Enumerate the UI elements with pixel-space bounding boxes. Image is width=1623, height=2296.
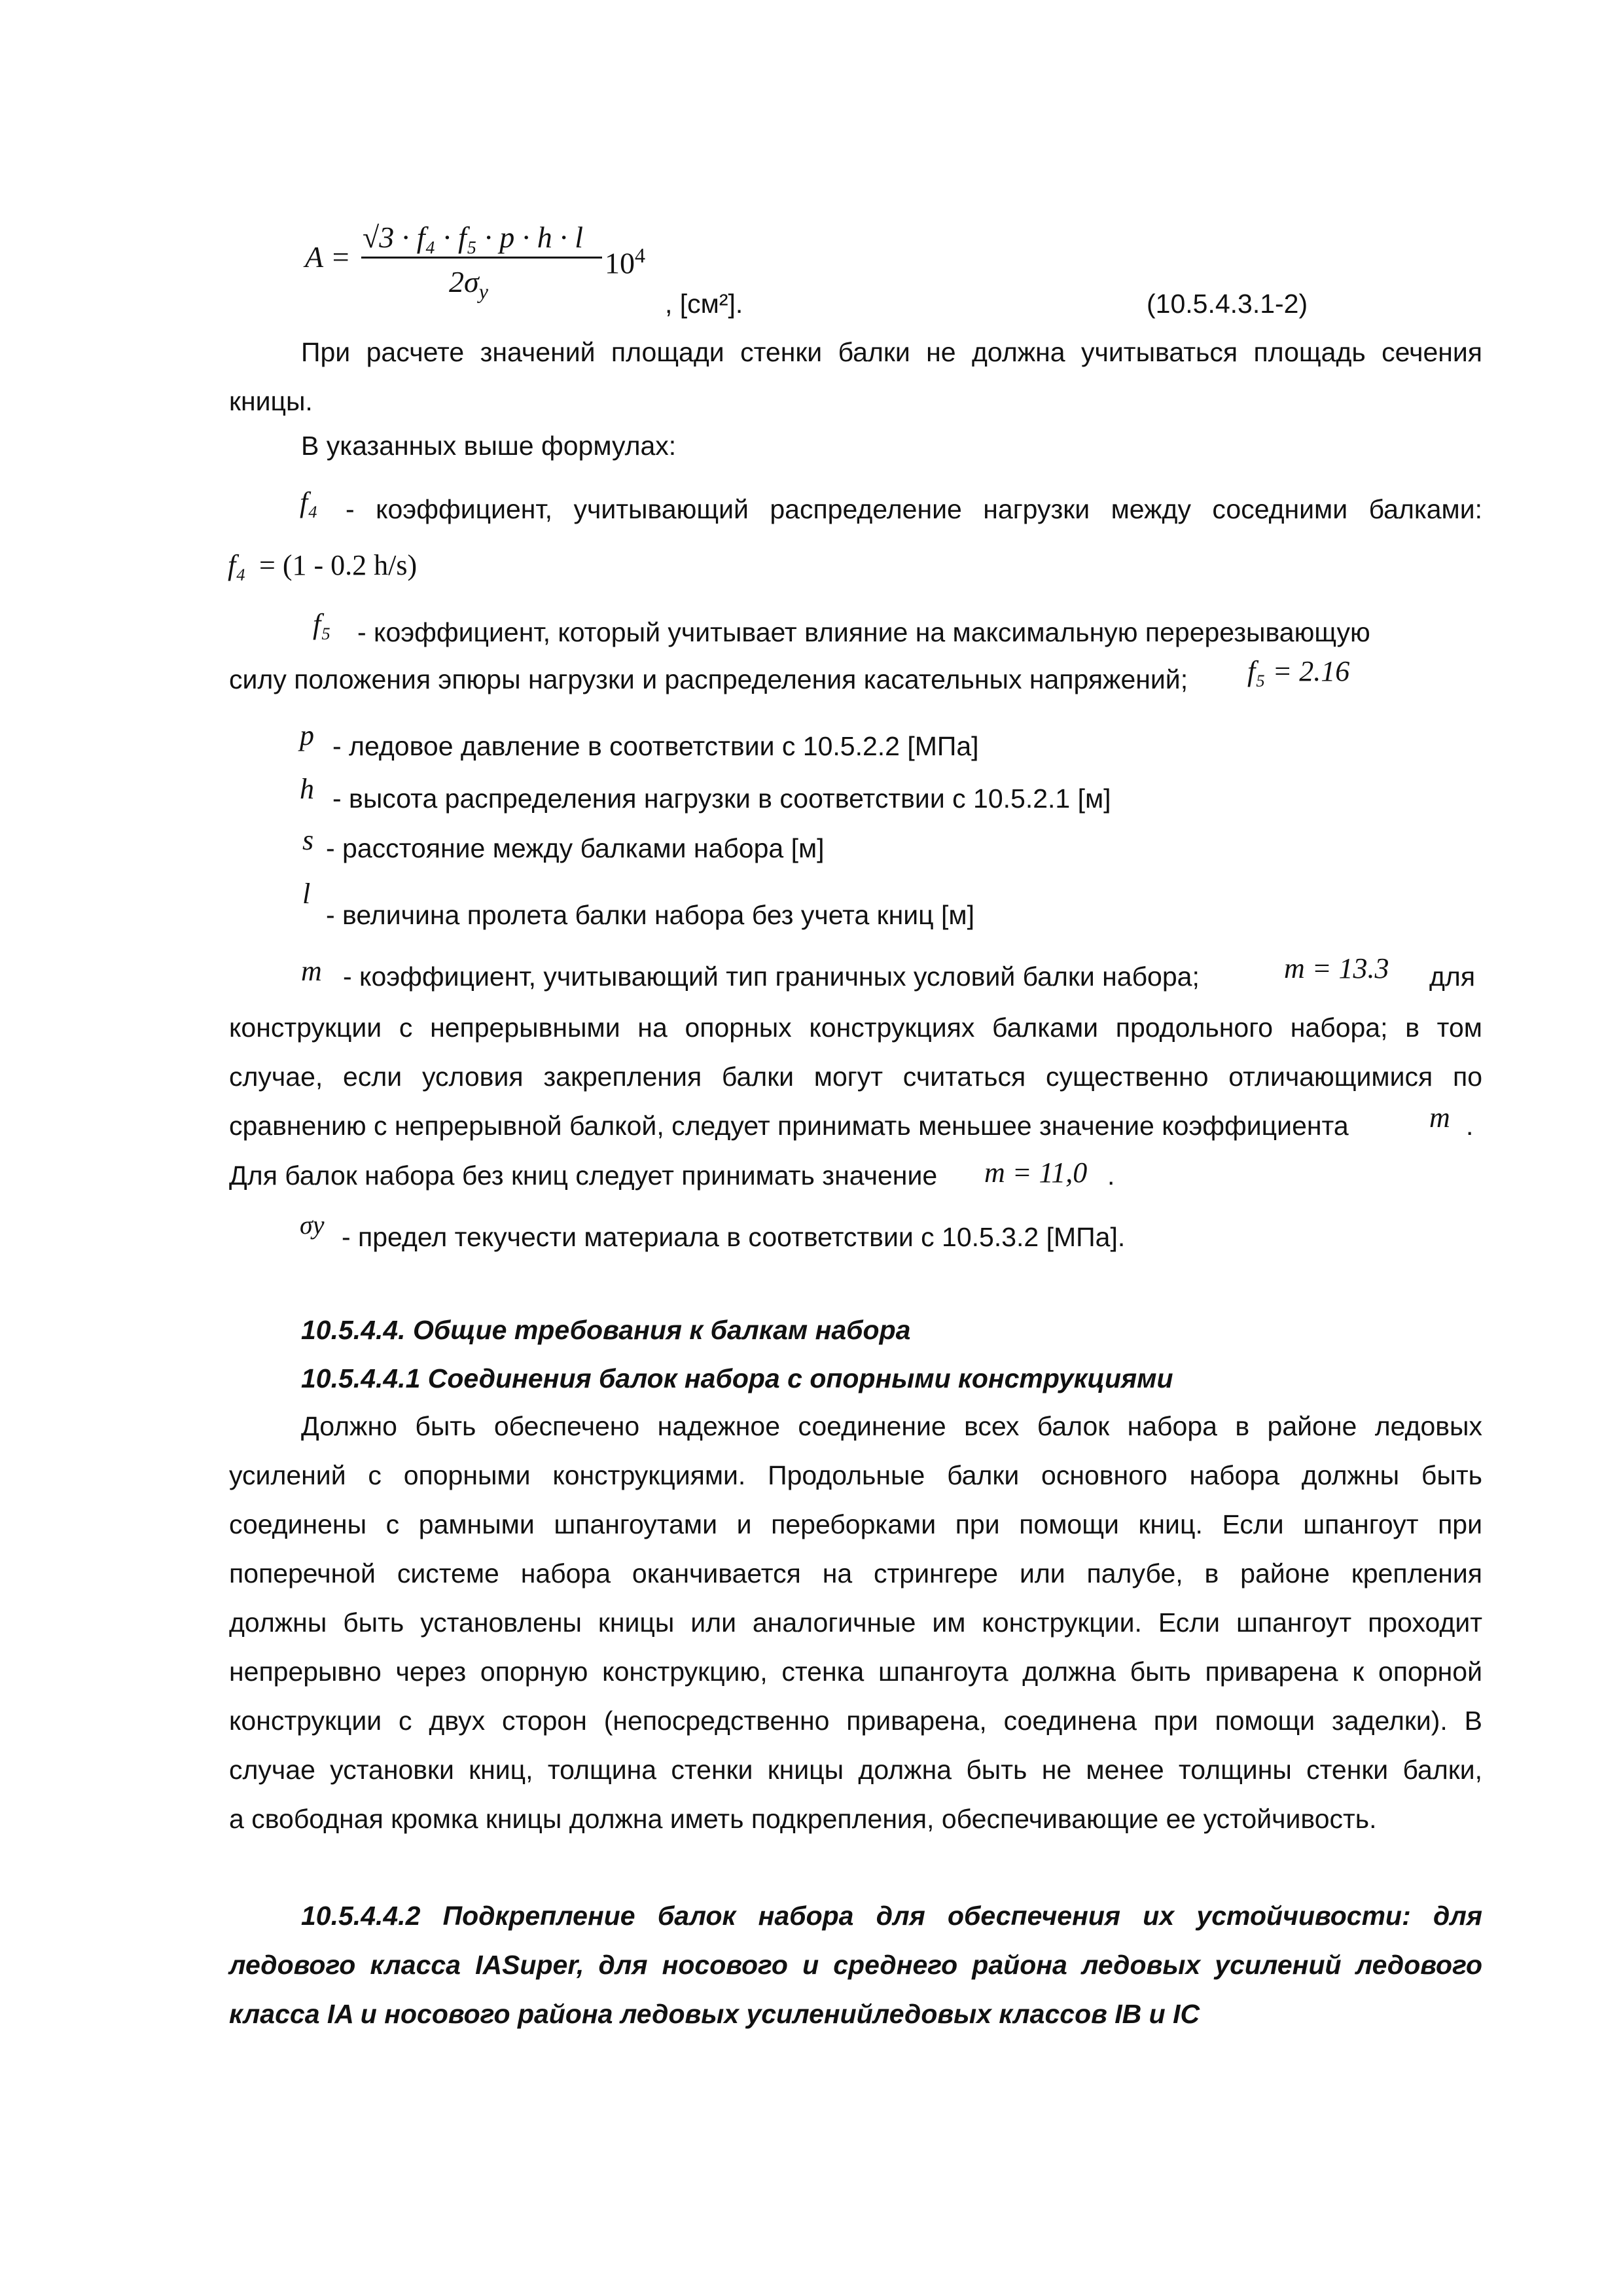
f4-formula-rhs: = (1 - 0.2 h/s): [259, 549, 418, 581]
h-description: - высота распределения нагрузки в соответствии с 10.5.2.1 [м]: [332, 783, 1111, 814]
l-description: - величина пролета балки набора без учета книц [м]: [326, 900, 974, 930]
formula-denominator: $2\sigma_y$: [449, 265, 488, 304]
fraction-bar: [361, 257, 602, 259]
symbol-m: m: [301, 955, 322, 987]
symbol-f4: f₄: [300, 486, 318, 518]
heading-general-requirements: 10.5.4.4. Общие требования к балкам набора: [301, 1315, 911, 1345]
f5-description-line1: - коэффициент, который учитывает влияние на максимальную перерезывающую: [357, 617, 1370, 647]
f4-formula-lhs: f₄: [228, 549, 246, 581]
heading-connections: 10.5.4.4.1 Соединения балок набора с опорными конструкциями: [301, 1363, 1173, 1393]
m-description-line1: - коэффициент, учитывающий тип граничных условий балки набора;: [343, 961, 1200, 992]
symbol-h: h: [300, 773, 314, 805]
m-symbol-inline: m: [1429, 1102, 1450, 1134]
heading-stiffening: 10.5.4.4.2 Подкрепление балок набора для обеспечения их устойчивости: для ледового класса IASuper, для носового и среднего района ледовых усилений ледового класса IA и носового района ледовых усиленийледовых классов IB и IC: [229, 1901, 1482, 2029]
m-line5-end: .: [1107, 1160, 1115, 1191]
formulas-intro: В указанных выше формулах:: [301, 431, 677, 461]
m-description-line4: сравнению с непрерывной балкой, следует принимать меньшее значение коэффициента: [229, 1111, 1349, 1141]
paragraph-area-note: При расчете значений площади стенки балки не должна учитываться площадь сечения кницы.: [229, 337, 1482, 416]
f5-value: f₅ = 2.16: [1247, 655, 1350, 687]
m-description-line3: случае, если условия закрепления балки могут считаться существенно отличающимися по: [229, 1062, 1482, 1092]
m-value: m = 13.3: [1284, 952, 1389, 984]
m-value-no-brackets: m = 11,0: [984, 1157, 1088, 1189]
formula-lhs: A =: [305, 240, 351, 274]
formula-number: (10.5.4.3.1-2): [1147, 289, 1308, 319]
symbol-sigma-y: σy: [300, 1210, 325, 1240]
formula-unit: , [см²].: [665, 289, 743, 319]
symbol-f5: f₅: [313, 608, 331, 640]
m-description-line5: Для балок набора без книц следует принимать значение: [229, 1160, 938, 1191]
f4-description: - коэффициент, учитывающий распределение нагрузки между соседними балками:: [346, 494, 1482, 524]
m-line4-end: .: [1466, 1111, 1474, 1141]
formula-numerator: √3 · f₄ · f₅ · p · h · l: [363, 221, 584, 254]
formula-multiplier: $10^4$: [605, 243, 645, 280]
symbol-p: p: [300, 719, 314, 751]
paragraph-connection: Должно быть обеспечено надежное соединение всех балок набора в районе ледовых усилений с опорными конструкциями. Продольные балки основного набора должны быть соединены с рамными шпангоутами и переборками при помощи книц. Если шпангоут при поперечной системе набора оканчивается на стрингере или палубе, в районе крепления должны быть установлены кницы или аналогичные им конструкции. Если шпангоут проходит непрерывно через опорную конструкцию, стенка шпангоута должна быть приварена к опорной конструкции с двух сторон (непосредственно приварена, соединена при помощи заделки). В случае установки книц, толщина стенки кницы должна быть не менее толщины стенки балки, а свободная кромка кницы должна иметь подкрепления, обеспечивающие ее устойчивость.: [229, 1411, 1482, 1834]
symbol-s: s: [302, 824, 314, 856]
m-description-line1-tail: для: [1429, 961, 1476, 992]
f5-description-line2: силу положения эпюры нагрузки и распределения касательных напряжений;: [229, 664, 1188, 694]
s-description: - расстояние между балками набора [м]: [326, 833, 825, 863]
p-description: - ледовое давление в соответствии с 10.5.2.2 [МПа]: [332, 731, 979, 761]
symbol-l: l: [302, 878, 311, 910]
m-description-line2: конструкции с непрерывными на опорных конструкциях балками продольного набора; в том: [229, 1013, 1482, 1043]
sigma-description: - предел текучести материала в соответствии с 10.5.3.2 [МПа].: [342, 1222, 1126, 1252]
